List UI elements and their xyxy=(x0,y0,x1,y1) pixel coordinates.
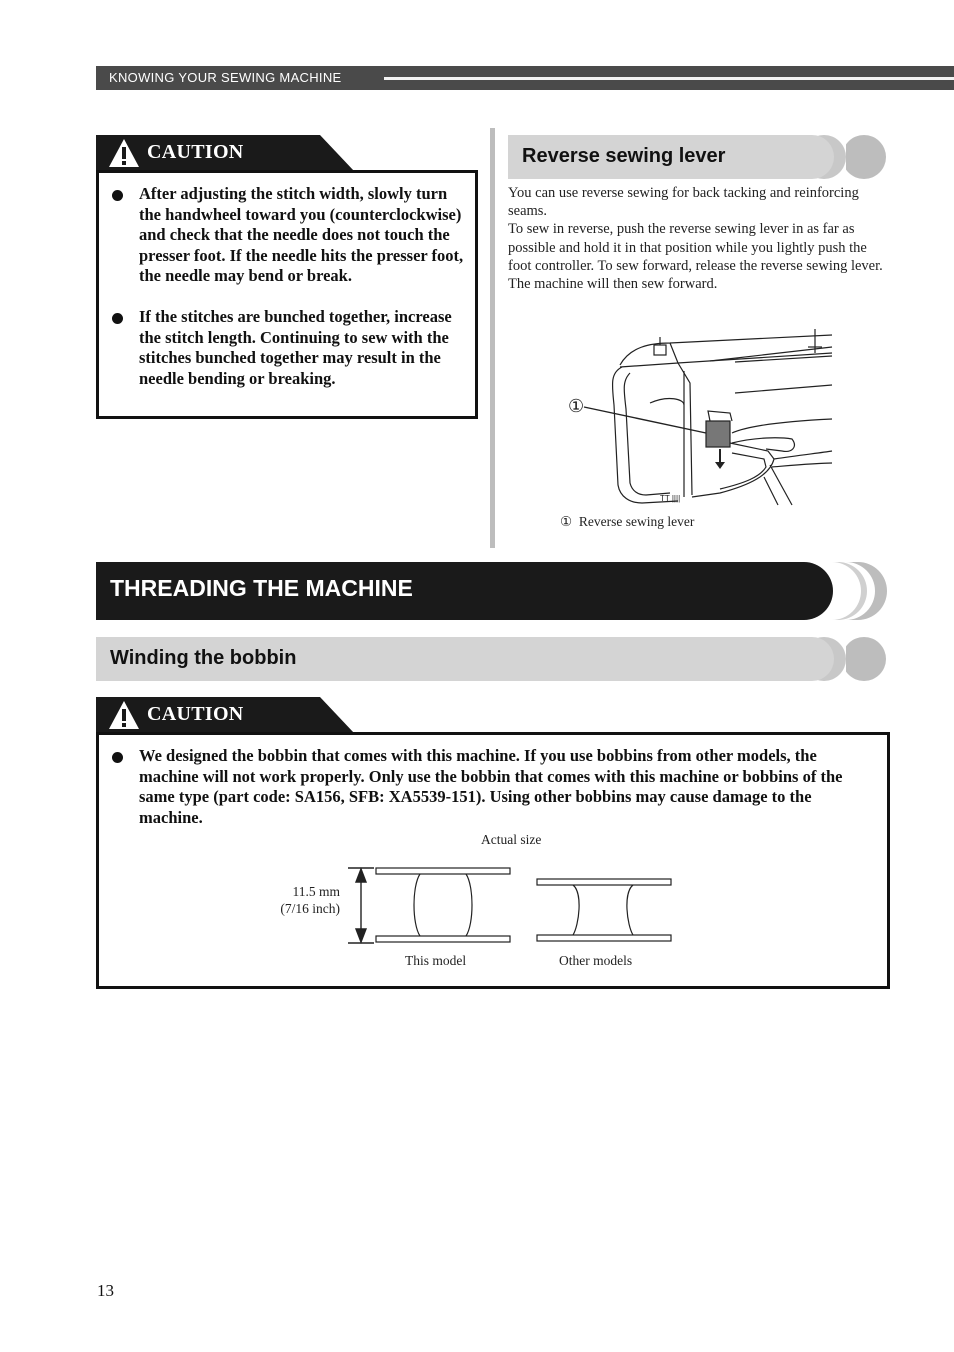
caption-number: ① xyxy=(560,514,573,529)
paragraph: To sew in reverse, push the reverse sewing lever in as far as possible and hold it in that position while you lightly push the foot controller. To sew forward, release the reverse sewing lever. The machine will then sew forward. xyxy=(508,221,883,293)
dimension-arrow-icon xyxy=(346,866,376,951)
caution-text: After adjusting the stitch width, slowly turn the handwheel toward you (counterclockwise) and check that the needle does not touch the presser foot. If the needle hits the presser foot, the needle may bend or break. xyxy=(139,184,464,285)
section-title-winding: Winding the bobbin xyxy=(110,647,297,669)
running-header-title: KNOWING YOUR SEWING MACHINE xyxy=(109,70,342,85)
dimension-mm: 11.5 mm xyxy=(292,884,340,899)
bullet-icon xyxy=(112,313,123,324)
caution-label: CAUTION xyxy=(147,703,244,725)
caution-box xyxy=(96,170,478,419)
bobbin-other-models xyxy=(535,877,675,952)
caption-text: Reverse sewing lever xyxy=(578,514,695,529)
list-item xyxy=(112,307,464,389)
list-item xyxy=(112,746,877,828)
list-item xyxy=(112,184,464,287)
actual-size-label: Actual size xyxy=(481,832,542,847)
other-models-label: Other models xyxy=(559,953,633,968)
figure-caption xyxy=(560,514,694,530)
caution-text: If the stitches are bunched together, increase the stitch length. Continuing to sew with the stitches bunched together may result in the needle bending or breaking. xyxy=(139,307,452,388)
page-number: 13 xyxy=(97,1281,114,1300)
chapter-title: THREADING THE MACHINE xyxy=(110,575,413,601)
dimension-inch: (7/16 inch) xyxy=(280,901,340,916)
reverse-description xyxy=(508,184,893,293)
svg-text:TT ||||: TT |||| xyxy=(660,494,681,503)
paragraph: You can use reverse sewing for back tacking and reinforcing seams. xyxy=(508,185,859,220)
column-divider xyxy=(490,128,495,548)
this-model-label: This model xyxy=(405,953,467,968)
running-header-rule xyxy=(384,77,954,80)
bullet-icon xyxy=(112,190,123,201)
sewing-machine-illustration xyxy=(560,325,840,515)
warning-icon xyxy=(108,700,140,735)
bobbin-this-model xyxy=(374,866,514,951)
warning-icon xyxy=(108,138,140,173)
bullet-icon xyxy=(112,752,123,763)
caution-label: CAUTION xyxy=(147,141,244,163)
caution-text: We designed the bobbin that comes with this machine. If you use bobbins from other models, the machine will not work properly. Only use the bobbin that comes with this machine or bobbins of the same type (part code: SA156, SFB: XA5539-151). Using other bobbins may cause damage to the machine. xyxy=(139,746,843,827)
section-title-reverse: Reverse sewing lever xyxy=(522,145,726,167)
callout-number: ① xyxy=(568,396,585,416)
